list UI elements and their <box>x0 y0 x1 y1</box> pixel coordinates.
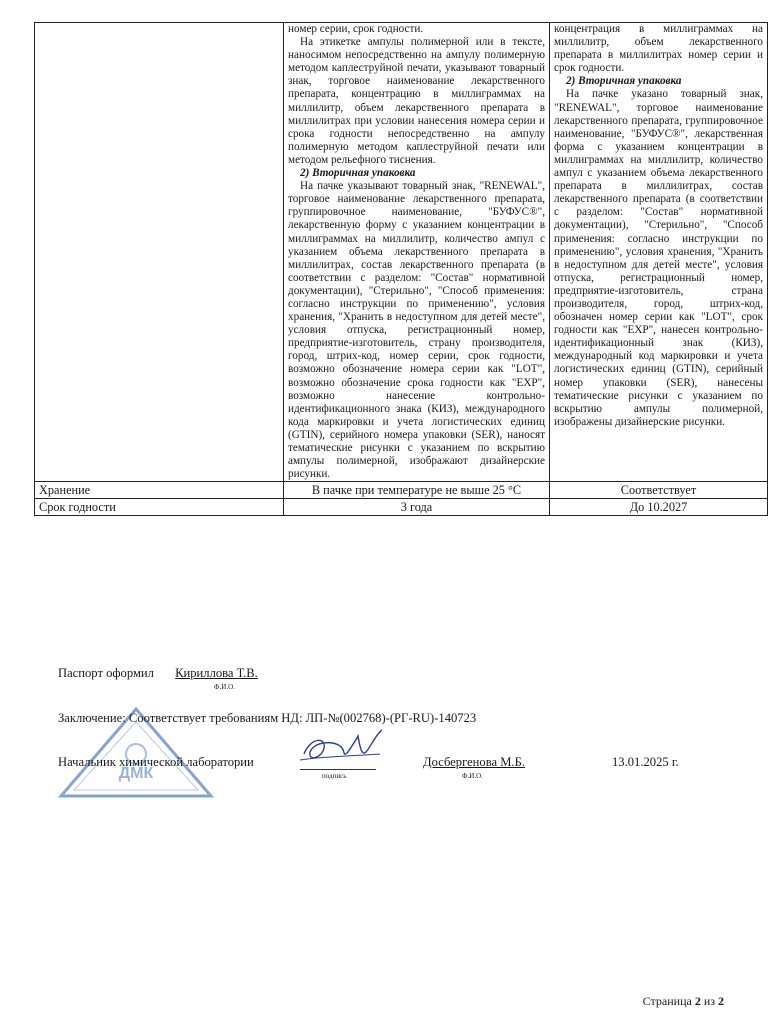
head-fio-caption: Ф.И.О. <box>462 772 483 780</box>
current-page: 2 <box>694 994 701 1008</box>
head-name: Досбергенова М.Б. <box>423 755 525 769</box>
subsection-heading: 2) Вторичная упаковка <box>300 167 416 180</box>
shelf-life-result: До 10.2027 <box>550 499 768 516</box>
signature-caption: подпись <box>322 772 347 780</box>
fio-caption: Ф.И.О. <box>214 683 235 691</box>
handwritten-signature <box>296 726 386 772</box>
paragraph: номер серии, срок годности. <box>288 23 424 35</box>
signature-date: 13.01.2025 г. <box>612 755 679 769</box>
paragraph: На пачке указано товарный знак, "RENEWAL", торговое наименование лекарственного препарата, группировочное наименование, "БУФУС®", лекарственная форма с указанием концентрации в миллиграммах на миллилитр, количество ампул с указанием объема лекарственного препарата в миллилитрах, состав лекарственного препарата (в соответствии с разделом: "Состав" нормативной документации), "Стерильно", "Способ применения: согласно инструкции по применению", условия хранения, "Хранить в недоступном для детей месте", условия отпуска, регистрационный номер, предприятие-изготовитель, страна производителя, город, штрих-код, обозначен номер серии как "LOT", срок годности как "EXP", нанесен контрольно-идентификационный знак (КИЗ), международный код маркировки и учета логистических единиц (GTIN), серийный номер упаковки (SER), нанесены тематические рисунки с указанием по вскрытию ампулы полимерной, изображены дизайнерские рисунки. <box>554 88 763 428</box>
paragraph: концентрация в миллиграммах на миллилитр, объем лекарственного препарата в миллилитрах номер серии и срок годности. <box>554 23 763 75</box>
stamp-text: ДМК <box>118 765 154 782</box>
paragraph: На этикетке ампулы полимерной или в тексте, наносимом непосредственно на ампулу полимерную методом каплеструйной печати, указывают товарный знак, торговое наименование лекарственного препарата, концентрацию в миллиграммах на миллилитр, объем лекарственного препарата в миллилитрах при условии нанесения номера серии и срока годности непосредственно на ампулу полимерную методом каплеструйной печати или методом рельефного тиснения. <box>288 36 545 166</box>
shelf-life-requirement: 3 года <box>284 499 550 516</box>
storage-label: Хранение <box>35 482 284 499</box>
page-footer: Страница 2 из 2 <box>642 994 724 1008</box>
conclusion: Заключение: Соответствует требованиям НД: ЛП-№(002768)-(РГ-RU)-140723 <box>58 711 477 725</box>
specification-table <box>34 22 768 516</box>
prepared-name: Кириллова Т.В. <box>175 666 258 680</box>
results-cell <box>550 23 768 482</box>
shelf-life-label: Срок годности <box>35 499 284 516</box>
storage-requirement: В пачке при температуре не выше 25 °С <box>284 482 550 499</box>
storage-result: Соответствует <box>550 482 768 499</box>
prepared-by-row <box>58 666 258 681</box>
paragraph: На пачке указывают товарный знак, "RENEWAL", торговое наименование лекарственного препарата, группировочное наименование, "БУФУС®", лекарственную форму с указанием концентрации в миллиграммах на миллилитр, количество ампул с указанием объема лекарственного препарата в миллилитрах, состав лекарственного препарата (в соответствии с разделом: "Состав" нормативной документации), "Стерильно", "Способ применения: согласно инструкции по применению", условия хранения, "Хранить в недоступном для детей месте", условия отпуска, регистрационный номер, предприятие-изготовитель, страну производителя, город, штрих-код, номер серии, срок годности, возможно обозначение номера серии как "LOT", возможно обозначение срока годности как "EXP", возможно нанесение контрольно-идентификационного знака (КИЗ), международного кода маркировки и учета логистических единиц (GTIN), серийного номера упаковки (SER), наносят тематические рисунки с указанием по вскрытию ампулы полимерной, изображают дизайнерские рисунки. <box>288 180 545 481</box>
table-row-shelf-life <box>35 499 768 516</box>
subsection-heading: 2) Вторичная упаковка <box>566 75 682 88</box>
table-row <box>35 23 768 482</box>
prepared-label: Паспорт оформил <box>58 666 154 680</box>
requirements-cell <box>284 23 550 482</box>
head-of-lab-row <box>58 755 254 770</box>
total-pages: 2 <box>718 994 724 1008</box>
head-label: Начальник химической лаборатории <box>58 755 254 769</box>
empty-parameter-cell <box>35 23 284 482</box>
table-row-storage <box>35 482 768 499</box>
signature-line <box>300 769 376 770</box>
